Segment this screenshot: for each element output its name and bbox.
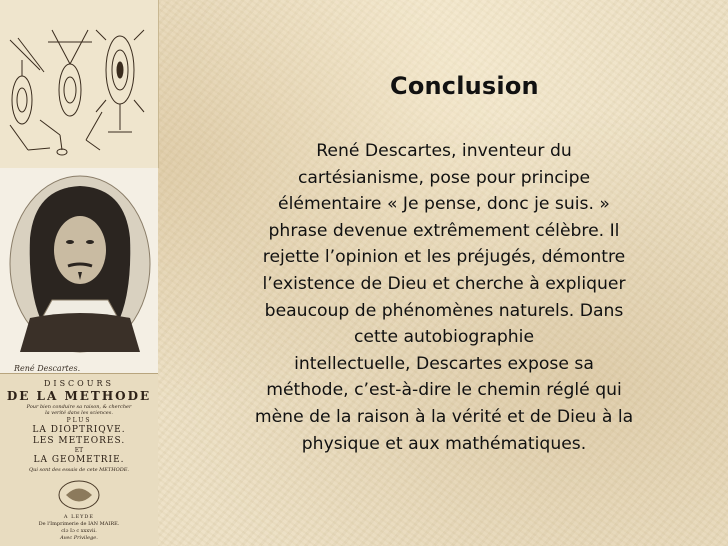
book-line-essais: Qui sont des essais de cete METHODE. bbox=[29, 467, 129, 473]
book-line-date: clɔ Iɔ c xxxvii. bbox=[61, 528, 97, 534]
portrait-caption: René Descartes. bbox=[14, 364, 81, 373]
book-line-methode: DE LA METHODE bbox=[6, 389, 152, 403]
book-line-geometrie: LA GEOMETRIE. bbox=[33, 455, 125, 465]
paragraph-line: cette autobiographie bbox=[353, 327, 535, 348]
paragraph-line: élémentaire « Je pense, donc je suis. » bbox=[278, 194, 610, 215]
conclusion-paragraph bbox=[225, 138, 663, 457]
optics-diagram-illustration bbox=[0, 0, 158, 168]
book-line-plus: PLUS bbox=[66, 417, 92, 424]
paragraph-line: rejette l’opinion et les préjugés, démontre bbox=[262, 247, 626, 268]
paragraph-line: cartésianisme, pose pour principe bbox=[297, 167, 591, 188]
book-line-leyde: A LEYDE bbox=[63, 514, 95, 520]
book-line-et: ET bbox=[74, 447, 84, 454]
optics-diagram-image bbox=[0, 0, 159, 168]
descartes-portrait-engraving bbox=[0, 168, 158, 373]
discours-book-cover-image bbox=[0, 373, 158, 546]
printer-mark-icon bbox=[54, 478, 104, 512]
book-line-meteores: LES METEORES. bbox=[32, 436, 126, 446]
paragraph-line: physique et aux mathématiques. bbox=[301, 433, 587, 454]
paragraph-line: intellectuelle, Descartes expose sa bbox=[294, 353, 594, 374]
descartes-portrait-image bbox=[0, 168, 158, 373]
paragraph-line: beaucoup de phénomènes naturels. Dans bbox=[264, 300, 624, 321]
book-line-privilege: Avec Privilege. bbox=[60, 535, 98, 541]
slide-title: Conclusion bbox=[390, 72, 539, 100]
book-line-subtitle-2: la verité dans les sciences. bbox=[45, 410, 113, 416]
paragraph-line: René Descartes, inventeur du bbox=[316, 141, 572, 161]
paragraph-line: méthode, c’est-à-dire le chemin réglé qui bbox=[266, 380, 622, 401]
book-line-dioptrique: LA DIOPTRIQVE. bbox=[32, 425, 126, 435]
paragraph-line: phrase devenue extrêmement célèbre. Il bbox=[268, 220, 620, 241]
book-line-imprimerie: De l'Imprimerie de IAN MAIRE. bbox=[38, 521, 120, 527]
book-line-subtitle-1: Pour bien conduire sa raison, & chercher bbox=[26, 404, 132, 410]
paragraph-line: l’existence de Dieu et cherche à expliquer bbox=[262, 273, 626, 294]
paragraph-line: mène de la raison à la vérité et de Dieu à la bbox=[254, 406, 634, 427]
book-line-discours: DISCOURS bbox=[44, 379, 114, 388]
illustration-column bbox=[0, 0, 158, 546]
